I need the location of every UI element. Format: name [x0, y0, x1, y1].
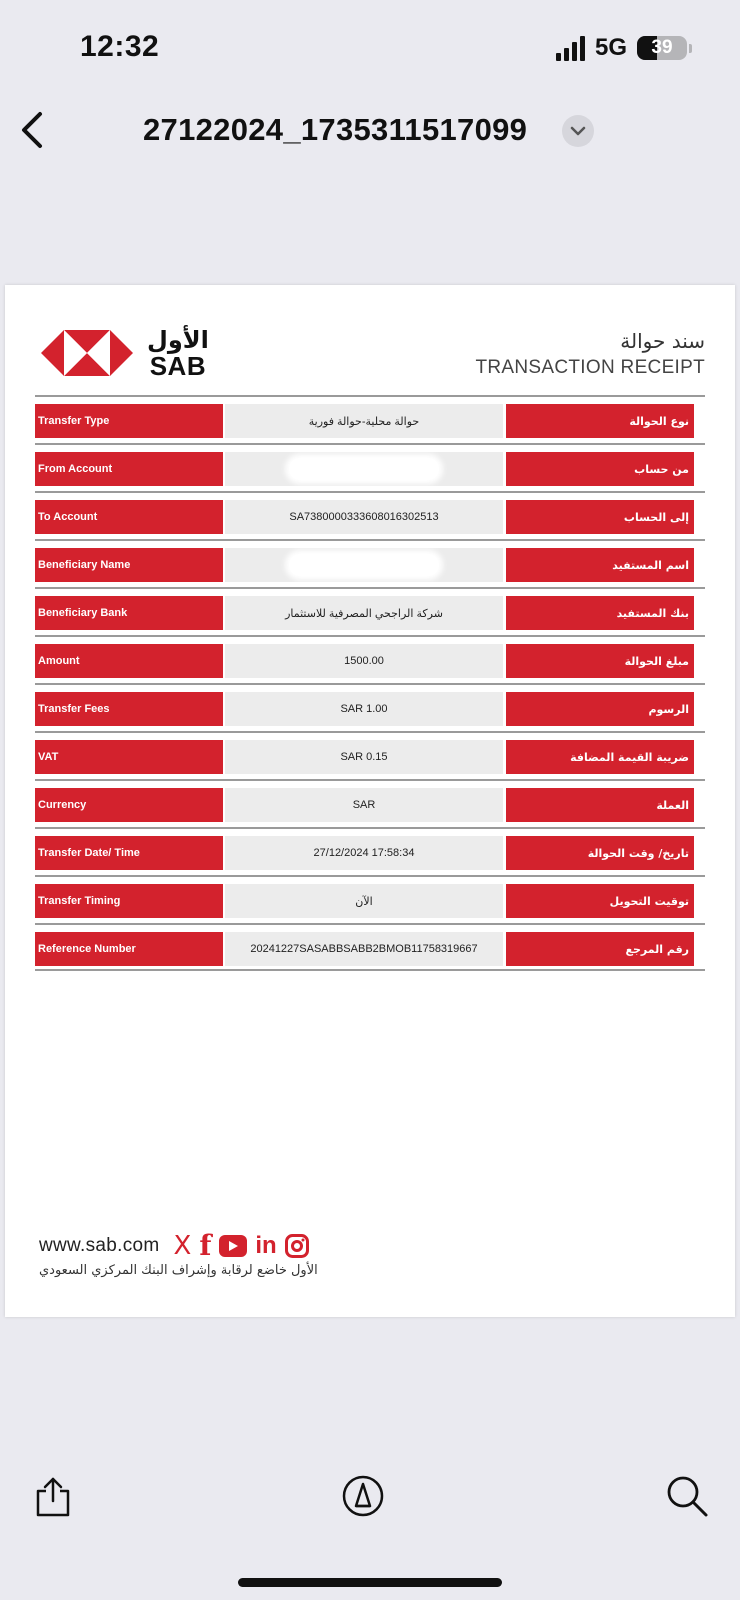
share-button[interactable] [30, 1473, 76, 1519]
home-indicator [238, 1578, 502, 1587]
row-label-arabic: بنك المستفيد [506, 596, 694, 630]
receipt-heading [476, 329, 706, 379]
receipt-row [35, 683, 705, 731]
search-button[interactable] [664, 1473, 710, 1519]
linkedin-icon: in [255, 1232, 277, 1259]
network-type: 5G [594, 34, 627, 61]
row-label-english: Transfer Date/ Time [35, 836, 223, 870]
row-label-english: Reference Number [35, 932, 223, 966]
website-url: www.sab.com [39, 1235, 160, 1256]
row-value: SA7380000333608016302513 [225, 500, 503, 534]
row-value [225, 548, 503, 582]
logo-english: SAB [149, 351, 207, 381]
row-label-english: Transfer Timing [35, 884, 223, 918]
search-icon [664, 1473, 710, 1519]
signal-icon [556, 35, 585, 61]
row-value: SAR 1.00 [225, 692, 503, 726]
row-label-arabic: مبلغ الحوالة [506, 644, 694, 678]
row-value: 27/12/2024 17:58:34 [225, 836, 503, 870]
receipt-row [35, 827, 705, 875]
status-indicators [556, 34, 692, 62]
row-value: شركة الراجحي المصرفية للاستثمار [225, 596, 503, 630]
file-title[interactable]: 27122024_1735311517099 [143, 112, 528, 147]
facebook-icon: f [199, 1229, 212, 1262]
markup-button[interactable] [340, 1473, 386, 1519]
row-label-arabic: الرسوم [506, 692, 694, 726]
receipt-row [35, 635, 705, 683]
row-label-english: From Account [35, 452, 223, 486]
instagram-icon [285, 1234, 309, 1258]
row-label-english: Beneficiary Bank [35, 596, 223, 630]
back-button[interactable] [14, 108, 54, 152]
row-label-arabic: العملة [506, 788, 694, 822]
receipt-footer [39, 1229, 318, 1278]
row-label-arabic: إلى الحساب [506, 500, 694, 534]
row-label-english: VAT [35, 740, 223, 774]
youtube-icon [219, 1235, 247, 1257]
row-value: الآن [225, 884, 503, 918]
back-chevron-icon [14, 108, 54, 152]
status-time: 12:32 [80, 30, 160, 63]
row-value: حوالة محلية-حوالة فورية [225, 404, 503, 438]
receipt-document [5, 285, 735, 1317]
share-icon [30, 1473, 76, 1519]
row-label-arabic: تاريخ/ وقت الحوالة [506, 836, 694, 870]
row-label-english: Transfer Type [35, 404, 223, 438]
hexagon-logo-icon [41, 330, 133, 376]
row-label-arabic: ضريبة القيمة المضافة [506, 740, 694, 774]
row-label-arabic: من حساب [506, 452, 694, 486]
row-label-english: To Account [35, 500, 223, 534]
receipt-row [35, 923, 705, 971]
redaction-mask [289, 554, 439, 576]
dropdown-chevron-icon [570, 125, 586, 137]
sab-logo [41, 327, 209, 379]
row-label-arabic: نوع الحوالة [506, 404, 694, 438]
receipt-row [35, 587, 705, 635]
redaction-mask [289, 458, 439, 480]
receipt-table [35, 395, 705, 971]
receipt-row [35, 443, 705, 491]
row-value: SAR [225, 788, 503, 822]
x-icon: X [173, 1231, 192, 1261]
receipt-row [35, 875, 705, 923]
logo-arabic: الأول [147, 326, 209, 354]
row-value: SAR 0.15 [225, 740, 503, 774]
row-label-english: Amount [35, 644, 223, 678]
battery-level: 39 [651, 37, 673, 58]
receipt-row [35, 491, 705, 539]
row-value: 20241227SASABBSABB2BMOB11758319667 [225, 932, 503, 966]
receipt-row [35, 731, 705, 779]
row-label-english: Currency [35, 788, 223, 822]
heading-english: TRANSACTION RECEIPT [475, 357, 705, 378]
row-value [225, 452, 503, 486]
row-label-arabic: توقيت التحويل [506, 884, 694, 918]
receipt-row [35, 395, 705, 443]
row-label-arabic: اسم المستفيد [506, 548, 694, 582]
receipt-row [35, 539, 705, 587]
row-value: 1500.00 [225, 644, 503, 678]
heading-arabic: سند حوالة [620, 329, 705, 353]
row-label-english: Beneficiary Name [35, 548, 223, 582]
markup-icon [340, 1473, 386, 1519]
row-label-english: Transfer Fees [35, 692, 223, 726]
title-menu-button[interactable] [562, 115, 594, 147]
row-label-arabic: رقم المرجع [506, 932, 694, 966]
receipt-row [35, 779, 705, 827]
battery-icon [637, 36, 687, 60]
regulator-disclaimer: الأول خاضع لرقابة وإشراف البنك المركزي السعودي [39, 1263, 318, 1278]
